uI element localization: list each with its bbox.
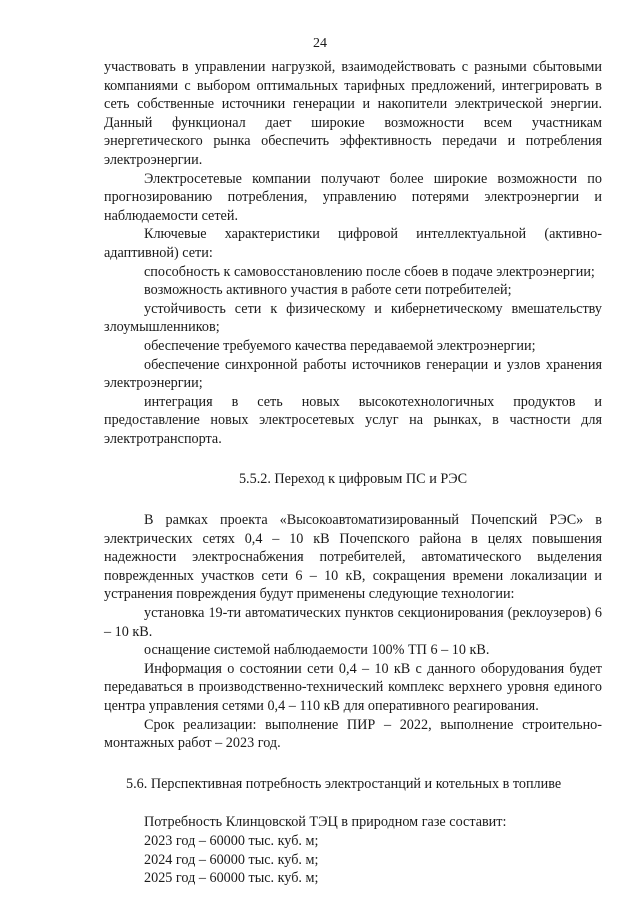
list-item: возможность активного участия в работе сети потребителей; bbox=[144, 282, 512, 299]
gas-years-list bbox=[104, 832, 602, 888]
paragraph-smart-grid-participants: участвовать в управлении нагрузкой, взаимодействовать с разными сбытовыми компаниями с выбором оптимальных тарифных предложений, интегрировать в сеть собственные источники генерации и накопители электрической энергии. Данный функционал дает широкие возможности всем участникам энергетического рынка обеспечить эффективность передачи и потребления электроэнергии. bbox=[104, 59, 602, 168]
paragraph-grid-companies: Электросетевые компании получают более широкие возможности по прогнозированию потребления, управлению потерями электроэнергии и наблюдаемости сетей. bbox=[104, 170, 602, 224]
page-number: 24 bbox=[313, 36, 327, 51]
paragraph-information-transfer: Информация о состоянии сети 0,4 – 10 кВ с данного оборудования будет передаваться в производственно-технический комплекс верхнего уровня единого центра управления сетями 0,4 – 110 кВ для оперативного реагирования. bbox=[104, 660, 602, 714]
paragraph-key-characteristics: Ключевые характеристики цифровой интеллектуальной (активно-адаптивной) сети: bbox=[104, 226, 602, 261]
list-item: устойчивость сети к физическому и кибернетическому вмешательству злоумышленников; bbox=[104, 300, 602, 336]
list-item: 2025 год – 60000 тыс. куб. м; bbox=[144, 870, 319, 887]
list-item: обеспечение требуемого качества передаваемой электроэнергии; bbox=[144, 337, 536, 354]
paragraph-observability: оснащение системой наблюдаемости 100% ТП 6 – 10 кВ. bbox=[144, 642, 490, 659]
paragraph-reclosers: установка 19-ти автоматических пунктов секционирования (реклоузеров) 6 – 10 кВ. bbox=[104, 605, 602, 640]
section-heading-5-6: 5.6. Перспективная потребность электростанций и котельных в топливе bbox=[126, 775, 562, 792]
section-heading-5-5-2: 5.5.2. Переход к цифровым ПС и РЭС bbox=[238, 471, 468, 488]
paragraph-gas-demand: Потребность Клинцовской ТЭЦ в природном газе составит: bbox=[144, 814, 507, 831]
page-content bbox=[104, 58, 602, 888]
list-item: интеграция в сеть новых высокотехнологичных продуктов и предоставление новых электросетевых услуг на рынках, в частности для электротранспорта. bbox=[104, 393, 602, 447]
list-item: способность к самовосстановлению после сбоев в подаче электроэнергии; bbox=[144, 263, 595, 280]
paragraph-implementation-term: Срок реализации: выполнение ПИР – 2022, выполнение строительно-монтажных работ – 2023 год. bbox=[104, 716, 602, 752]
list-item: 2023 год – 60000 тыс. куб. м; bbox=[144, 832, 319, 849]
paragraph-pochep-project: В рамках проекта «Высокоавтоматизированный Почепский РЭС» в электрических сетях 0,4 – 10 кВ Почепского района в целях повышения надежности электроснабжения потребителей, автоматического выделения поврежденных участков сети 6 – 10 кВ, сокращения времени локализации и устранения повреждения будут применены следующие технологии: bbox=[104, 512, 602, 603]
list-item: 2024 год – 60000 тыс. куб. м; bbox=[144, 851, 319, 868]
characteristics-list bbox=[104, 263, 602, 449]
list-item: обеспечение синхронной работы источников генерации и узлов хранения электроэнергии; bbox=[104, 356, 602, 392]
